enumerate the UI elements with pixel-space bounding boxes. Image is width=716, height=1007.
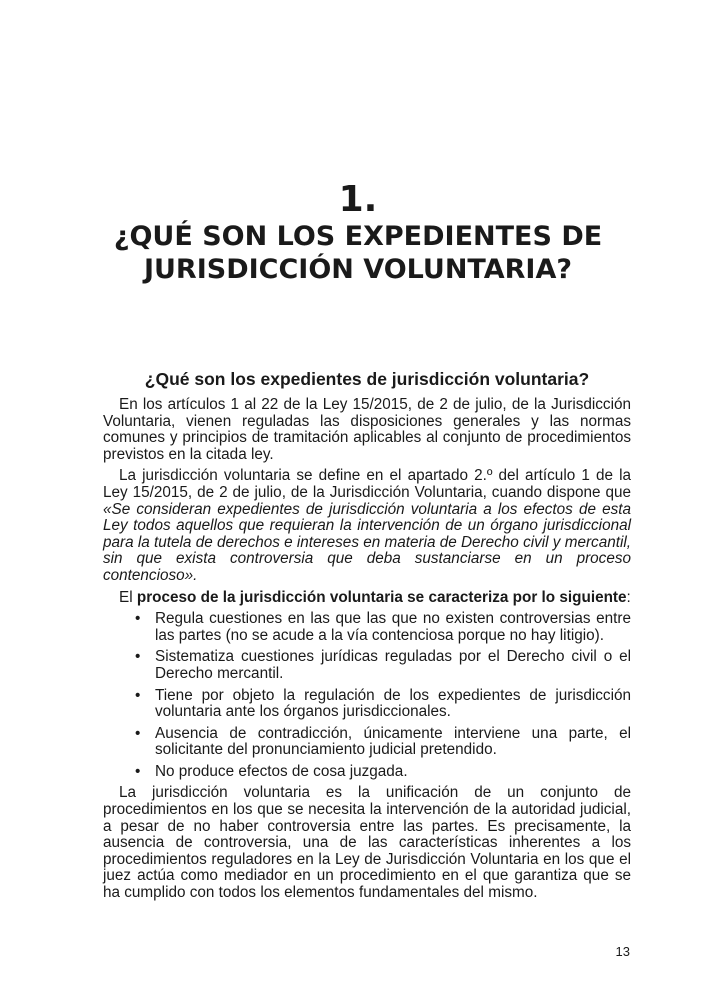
list-item-text: Sistematiza cuestiones jurídicas reguladas por el Derecho civil o el Derecho mercantil. xyxy=(155,648,631,682)
paragraph-2-intro: La jurisdicción voluntaria se define en el apartado 2.º del artículo 1 de la Ley 15/2015, de 2 de julio, de la Jurisdicción Voluntaria, cuando dispone que xyxy=(103,467,631,501)
list-item-text: No produce efectos de cosa juzgada. xyxy=(155,762,408,780)
list-item-text: Tiene por objeto la regulación de los expedientes de jurisdicción voluntaria ante los órganos jurisdiccionales. xyxy=(155,686,631,721)
bullet-icon: • xyxy=(135,724,141,742)
list-item xyxy=(103,611,631,644)
paragraph-3-bold: proceso de la jurisdicción voluntaria se caracteriza por lo siguiente xyxy=(136,588,627,606)
list-item xyxy=(103,649,631,682)
list-item xyxy=(103,726,631,759)
paragraph-1: En los artículos 1 al 22 de la Ley 15/2015, de 2 de julio, de la Jurisdicción Voluntaria, vienen reguladas las disposiciones generales y las normas comunes y principios de tramitación aplicables al conjunto de procedimientos previstos en la citada ley. xyxy=(103,396,631,463)
bullet-icon: • xyxy=(135,762,141,780)
characteristics-list xyxy=(103,611,631,780)
paragraph-3-suffix: : xyxy=(626,588,631,606)
list-item xyxy=(103,764,631,781)
paragraph-3 xyxy=(103,590,631,607)
chapter-title-line-2: JURISDICCIÓN VOLUNTARIA? xyxy=(143,254,573,285)
chapter-title-line-1: ¿QUÉ SON LOS EXPEDIENTES DE xyxy=(113,221,603,252)
paragraph-2-quote: «Se consideran expedientes de jurisdicción voluntaria a los efectos de esta Ley todos aquellos que requieran la intervención de un órgano jurisdiccional para la tutela de derechos e intereses en materia de Derecho civil y mercantil, sin que exista controversia que deba sustanciarse en un proceso contencioso». xyxy=(103,500,632,584)
paragraph-2 xyxy=(103,468,631,584)
section-heading: ¿Qué son los expedientes de jurisdicción voluntaria? xyxy=(144,369,590,389)
bullet-icon: • xyxy=(135,648,141,666)
body-text xyxy=(103,397,631,907)
page-number: 13 xyxy=(615,944,630,959)
paragraph-4: La jurisdicción voluntaria es la unificación de un conjunto de procedimientos en los que se necesita la intervención de la autoridad judicial, a pesar de no haber controversia entre las partes. Es precisamente, la ausencia de controversia, una de las características inherentes a los procedimientos reguladores en la Ley de Jurisdicción Voluntaria en los que el juez actúa como mediador en un procedimiento en el que garantiza que se ha cumplido con todos los elementos fundamentales del mismo. xyxy=(103,784,631,902)
paragraph-3-prefix: El xyxy=(119,588,137,606)
bullet-icon: • xyxy=(135,686,141,704)
list-item-text: Ausencia de contradicción, únicamente interviene una parte, el solicitante del pronunciamiento judicial pretendido. xyxy=(155,724,631,759)
chapter-title xyxy=(0,220,716,286)
list-item xyxy=(103,688,631,721)
chapter-number: 1. xyxy=(338,179,378,220)
bullet-icon: • xyxy=(135,610,141,628)
list-item-text: Regula cuestiones en las que las que no existen controversias entre las partes (no se acude a la vía contenciosa porque no hay litigio). xyxy=(155,610,631,644)
